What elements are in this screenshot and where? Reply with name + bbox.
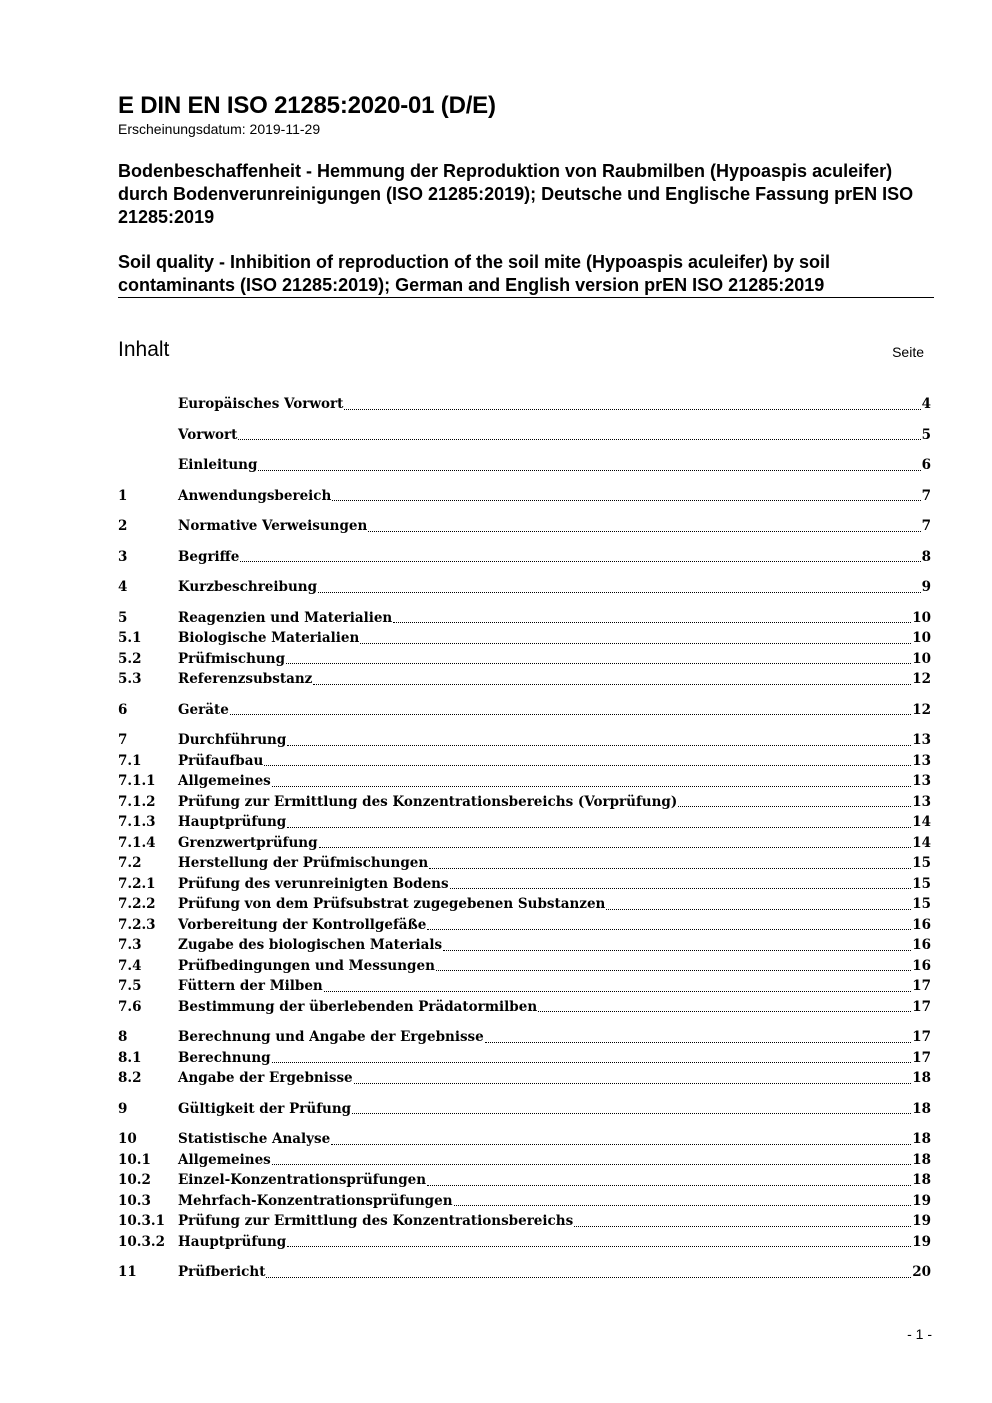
toc-entry-page: 16 — [912, 916, 931, 933]
toc-entry-number: 8.2 — [118, 1070, 142, 1086]
toc-dot-leader — [368, 531, 920, 532]
toc-entry-number: 11 — [118, 1264, 137, 1280]
table-of-contents — [118, 394, 931, 1283]
toc-entry-number: 7.5 — [118, 978, 142, 994]
toc-entry-number: 4 — [118, 579, 128, 595]
toc-dot-leader — [324, 991, 911, 992]
toc-dot-leader — [538, 1011, 911, 1012]
toc-entry-number: 7.3 — [118, 937, 142, 953]
toc-entry-page: 6 — [921, 457, 931, 473]
publication-date — [118, 121, 320, 137]
toc-entry-label: Kurzbeschreibung — [178, 579, 318, 595]
toc-dot-leader — [485, 1042, 911, 1043]
toc-dot-leader — [319, 847, 912, 848]
toc-entry-page: 10 — [912, 650, 931, 667]
toc-entry-page: 17 — [912, 978, 931, 994]
toc-entry-number: 10.2 — [118, 1172, 151, 1188]
toc-entry-page: 16 — [912, 957, 931, 974]
toc-entry-number: 7.2.1 — [118, 875, 156, 892]
toc-entry-label: Grenzwertprüfung — [178, 834, 318, 851]
toc-dot-leader — [230, 714, 911, 715]
toc-dot-leader — [436, 970, 911, 971]
toc-entry-page: 18 — [912, 1070, 931, 1086]
toc-entry-number: 8 — [118, 1029, 128, 1045]
toc-entry-label: Biologische Materialien — [178, 630, 360, 646]
toc-entry-label: Prüfung des verunreinigten Bodens — [178, 875, 449, 892]
toc-dot-leader — [360, 643, 911, 644]
toc-entry-page: 14 — [912, 834, 931, 851]
toc-entry[interactable] — [118, 608, 931, 629]
toc-entry-label: Anwendungsbereich — [178, 487, 332, 504]
toc-entry[interactable] — [118, 812, 931, 833]
toc-entry-label: Reagenzien und Materialien — [178, 609, 393, 626]
toc-entry-label: Mehrfach-Konzentrationsprüfungen — [178, 1192, 453, 1209]
toc-dot-leader — [272, 1164, 911, 1165]
toc-entry-label: Hauptprüfung — [178, 814, 287, 830]
toc-dot-leader — [454, 1205, 912, 1206]
toc-entry-label: Prüfbericht — [178, 1264, 266, 1280]
toc-entry-number: 5.1 — [118, 630, 142, 646]
toc-entry-number: 7.2 — [118, 855, 142, 871]
toc-entry[interactable] — [118, 455, 931, 476]
toc-entry[interactable] — [118, 649, 931, 670]
toc-entry-label: Hauptprüfung — [178, 1233, 287, 1250]
german-title: Bodenbeschaffenheit - Hemmung der Reproduktion von Raubmilben (Hypoaspis aculeifer) durch Bodenverunreinigungen (ISO 21285:2019); Deutsche und Englische Fassung prEN ISO 21285:2019 — [118, 161, 914, 227]
toc-entry-label: Gültigkeit der Prüfung — [178, 1100, 352, 1117]
toc-dot-leader — [344, 409, 920, 410]
english-title: Soil quality - Inhibition of reproduction of the soil mite (Hypoaspis aculeifer) by soil contaminants (ISO 21285:2019); German and English version prEN ISO 21285:2019 — [118, 252, 831, 295]
toc-entry-page: 18 — [912, 1151, 931, 1168]
toc-entry-page: 13 — [912, 732, 931, 748]
toc-entry-number: 10.3.2 — [118, 1233, 165, 1250]
toc-entry-label: Einzel-Konzentrationsprüfungen — [178, 1172, 427, 1188]
toc-entry-page: 7 — [921, 518, 931, 534]
toc-entry-number: 6 — [118, 701, 128, 718]
toc-entry-page: 17 — [912, 1029, 931, 1045]
toc-entry-number: 5.2 — [118, 650, 142, 667]
toc-entry[interactable] — [118, 935, 931, 956]
toc-dot-leader — [287, 827, 911, 828]
toc-entry[interactable] — [118, 853, 931, 874]
toc-dot-leader — [258, 470, 920, 471]
toc-entry-label: Durchführung — [178, 732, 287, 748]
toc-entry-label: Europäisches Vorwort — [178, 396, 344, 412]
toc-entry-label: Referenzsubstanz — [178, 671, 313, 687]
toc-dot-leader — [318, 592, 921, 593]
toc-entry-label: Prüfaufbau — [178, 752, 264, 769]
toc-entry-number: 7.1.4 — [118, 834, 156, 851]
toc-entry-number: 10.1 — [118, 1151, 151, 1168]
toc-entry[interactable] — [118, 1211, 931, 1232]
toc-entry[interactable] — [118, 1170, 931, 1191]
toc-entry-page: 13 — [912, 773, 931, 789]
publication-date-label: Erscheinungsdatum: — [118, 121, 246, 137]
toc-entry-label: Vorwort — [178, 426, 238, 443]
toc-entry[interactable] — [118, 1099, 931, 1120]
toc-entry-number: 3 — [118, 548, 128, 565]
toc-entry[interactable] — [118, 751, 931, 772]
toc-dot-leader — [240, 561, 920, 562]
toc-entry[interactable] — [118, 1048, 931, 1069]
toc-entry[interactable] — [118, 1191, 931, 1212]
toc-entry-number: 10.3 — [118, 1192, 151, 1209]
toc-entry-label: Bestimmung der überlebenden Prädatormilben — [178, 998, 538, 1015]
toc-entry-label: Normative Verweisungen — [178, 518, 368, 534]
toc-entry-number: 7.1.2 — [118, 793, 156, 810]
publication-date-value: 2019-11-29 — [249, 121, 321, 137]
toc-entry-page: 12 — [912, 671, 931, 687]
toc-entry-page: 4 — [921, 396, 931, 412]
toc-entry[interactable] — [118, 1150, 931, 1171]
toc-entry[interactable] — [118, 628, 931, 649]
toc-entry-label: Füttern der Milben — [178, 978, 323, 994]
toc-entry-page: 15 — [912, 896, 931, 912]
toc-page-column-label: Seite — [892, 344, 924, 360]
toc-entry[interactable] — [118, 730, 931, 751]
toc-entry-number: 5 — [118, 609, 128, 626]
toc-entry-label: Prüfmischung — [178, 650, 286, 667]
toc-entry-number: 8.1 — [118, 1049, 142, 1066]
toc-entry-number: 7.1.3 — [118, 814, 156, 830]
toc-entry-page: 17 — [912, 1049, 931, 1066]
toc-entry-label: Prüfbedingungen und Messungen — [178, 957, 435, 974]
toc-entry-number: 5.3 — [118, 671, 142, 687]
toc-entry-page: 19 — [912, 1192, 931, 1209]
toc-entry[interactable] — [118, 915, 931, 936]
toc-dot-leader — [606, 909, 911, 910]
toc-dot-leader — [287, 1246, 911, 1247]
toc-entry-page: 5 — [921, 426, 931, 443]
toc-entry-page: 18 — [912, 1100, 931, 1117]
toc-dot-leader — [287, 745, 911, 746]
toc-entry-label: Statistische Analyse — [178, 1131, 331, 1147]
toc-entry[interactable] — [118, 792, 931, 813]
toc-entry[interactable] — [118, 894, 931, 915]
toc-entry[interactable] — [118, 394, 931, 415]
toc-dot-leader — [313, 684, 911, 685]
toc-entry-page: 18 — [912, 1172, 931, 1188]
toc-entry-label: Berechnung — [178, 1049, 271, 1066]
toc-entry-label: Berechnung und Angabe der Ergebnisse — [178, 1029, 484, 1045]
toc-entry-number: 7.6 — [118, 998, 142, 1015]
toc-entry-page: 14 — [912, 814, 931, 830]
toc-entry-number: 10 — [118, 1131, 137, 1147]
toc-dot-leader — [678, 806, 911, 807]
toc-entry[interactable] — [118, 1068, 931, 1089]
toc-dot-leader — [393, 622, 911, 623]
document-id: E DIN EN ISO 21285:2020-01 (D/E) — [118, 92, 496, 119]
toc-entry[interactable] — [118, 833, 931, 854]
toc-entry[interactable] — [118, 547, 931, 568]
toc-dot-leader — [272, 786, 911, 787]
toc-entry-label: Angabe der Ergebnisse — [178, 1070, 353, 1086]
toc-dot-leader — [354, 1083, 912, 1084]
title-divider — [118, 297, 934, 298]
toc-entry[interactable] — [118, 874, 931, 895]
toc-entry-label: Prüfung von dem Prüfsubstrat zugegebenen Substanzen — [178, 896, 606, 912]
toc-dot-leader — [427, 929, 911, 930]
toc-entry-number: 7.1.1 — [118, 773, 156, 789]
toc-entry-label: Prüfung zur Ermittlung des Konzentrationsbereichs — [178, 1213, 574, 1229]
toc-dot-leader — [266, 1277, 911, 1278]
toc-dot-leader — [264, 765, 911, 766]
toc-entry-number: 7.2.2 — [118, 896, 156, 912]
toc-entry[interactable] — [118, 669, 931, 690]
toc-entry-number: 7.1 — [118, 752, 142, 769]
toc-entry-label: Prüfung zur Ermittlung des Konzentrationsbereichs (Vorprüfung) — [178, 793, 678, 810]
toc-entry-page: 8 — [921, 548, 931, 565]
toc-entry-label: Allgemeines — [178, 1151, 271, 1168]
toc-entry-label: Zugabe des biologischen Materials — [178, 937, 443, 953]
toc-entry[interactable] — [118, 976, 931, 997]
toc-entry-label: Allgemeines — [178, 773, 271, 789]
toc-entry-number: 7.2.3 — [118, 916, 156, 933]
toc-dot-leader — [332, 500, 920, 501]
toc-entry-number: 7.4 — [118, 957, 142, 974]
toc-entry[interactable] — [118, 771, 931, 792]
toc-entry[interactable] — [118, 956, 931, 977]
toc-dot-leader — [429, 868, 911, 869]
toc-entry[interactable] — [118, 1027, 931, 1048]
toc-entry[interactable] — [118, 1262, 931, 1283]
toc-entry-number: 2 — [118, 518, 128, 534]
toc-entry-number: 7 — [118, 732, 128, 748]
toc-entry-number: 1 — [118, 487, 128, 504]
toc-heading: Inhalt — [118, 338, 170, 361]
toc-entry[interactable] — [118, 997, 931, 1018]
toc-entry-label: Einleitung — [178, 457, 258, 473]
toc-entry[interactable] — [118, 425, 931, 446]
toc-entry-page: 10 — [912, 630, 931, 646]
toc-dot-leader — [238, 439, 920, 440]
toc-entry-label: Begriffe — [178, 548, 240, 565]
toc-entry-page: 10 — [912, 609, 931, 626]
toc-dot-leader — [574, 1226, 911, 1227]
toc-entry-label: Herstellung der Prüfmischungen — [178, 855, 429, 871]
toc-entry[interactable] — [118, 700, 931, 721]
toc-entry-page: 13 — [912, 793, 931, 810]
toc-entry-number: 10.3.1 — [118, 1213, 165, 1229]
toc-entry-page: 12 — [912, 701, 931, 718]
toc-dot-leader — [286, 663, 911, 664]
toc-entry[interactable] — [118, 486, 931, 507]
toc-dot-leader — [427, 1185, 911, 1186]
toc-entry-label: Vorbereitung der Kontrollgefäße — [178, 916, 427, 933]
toc-entry[interactable] — [118, 1129, 931, 1150]
page-number: - 1 - — [907, 1326, 932, 1342]
toc-dot-leader — [331, 1144, 911, 1145]
toc-entry-page: 7 — [921, 487, 931, 504]
toc-entry-page: 19 — [912, 1233, 931, 1250]
toc-entry-page: 9 — [921, 579, 931, 595]
toc-entry-label: Geräte — [178, 701, 229, 718]
toc-entry[interactable] — [118, 1232, 931, 1253]
toc-entry-page: 20 — [912, 1264, 931, 1280]
toc-entry-page: 15 — [912, 875, 931, 892]
toc-entry-page: 17 — [912, 998, 931, 1015]
toc-entry[interactable] — [118, 577, 931, 598]
toc-dot-leader — [352, 1113, 911, 1114]
toc-entry-page: 13 — [912, 752, 931, 769]
toc-dot-leader — [443, 950, 911, 951]
toc-entry-page: 15 — [912, 855, 931, 871]
toc-dot-leader — [272, 1062, 912, 1063]
toc-entry-page: 18 — [912, 1131, 931, 1147]
toc-entry-number: 9 — [118, 1100, 128, 1117]
toc-entry[interactable] — [118, 516, 931, 537]
toc-dot-leader — [450, 888, 912, 889]
toc-entry-page: 19 — [912, 1213, 931, 1229]
toc-entry-page: 16 — [912, 937, 931, 953]
